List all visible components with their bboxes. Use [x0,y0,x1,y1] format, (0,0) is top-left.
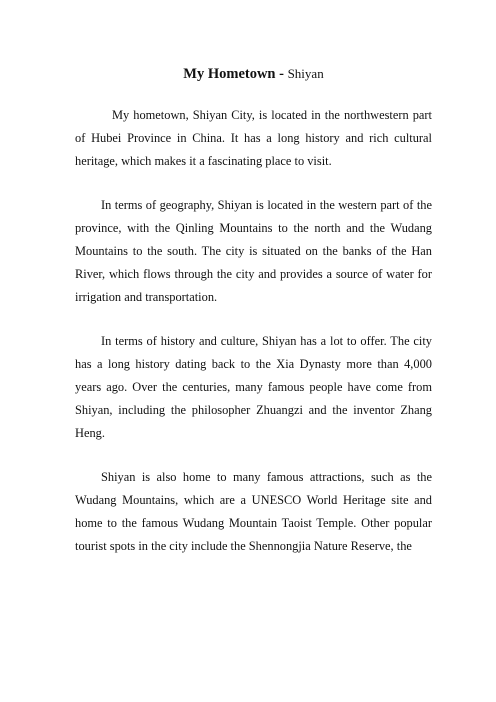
title-main: My Hometown - [183,66,288,82]
paragraph-intro: My hometown, Shiyan City, is located in the northwestern part of Hubei Province in China. It has a long history and rich cultural heritage, which makes it a fascinating place to visit. [75,108,432,168]
title-sub: Shiyan [287,66,324,81]
document-title [75,0,432,84]
paragraph-geography: In terms of geography, Shiyan is located in the western part of the province, with the Qinling Mountains to the north and the Wudang Mountains to the south. The city is situated on the banks of the Han River, which flows through the city and provides a source of water for irrigation and transportation. [75,198,432,304]
paragraph-history: In terms of history and culture, Shiyan has a lot to offer. The city has a long history dating back to the Xia Dynasty more than 4,000 years ago. Over the centuries, many famous people have come from Shiyan, including the philosopher Zhuangzi and the inventor Zhang Heng. [75,334,432,440]
document-body [75,104,432,558]
paragraph-attractions: Shiyan is also home to many famous attractions, such as the Wudang Mountains, which are a UNESCO World Heritage site and home to the famous Wudang Mountain Taoist Temple. Other popular tourist spots in the city include the Shennongjia Nature Reserve, the [75,470,432,553]
